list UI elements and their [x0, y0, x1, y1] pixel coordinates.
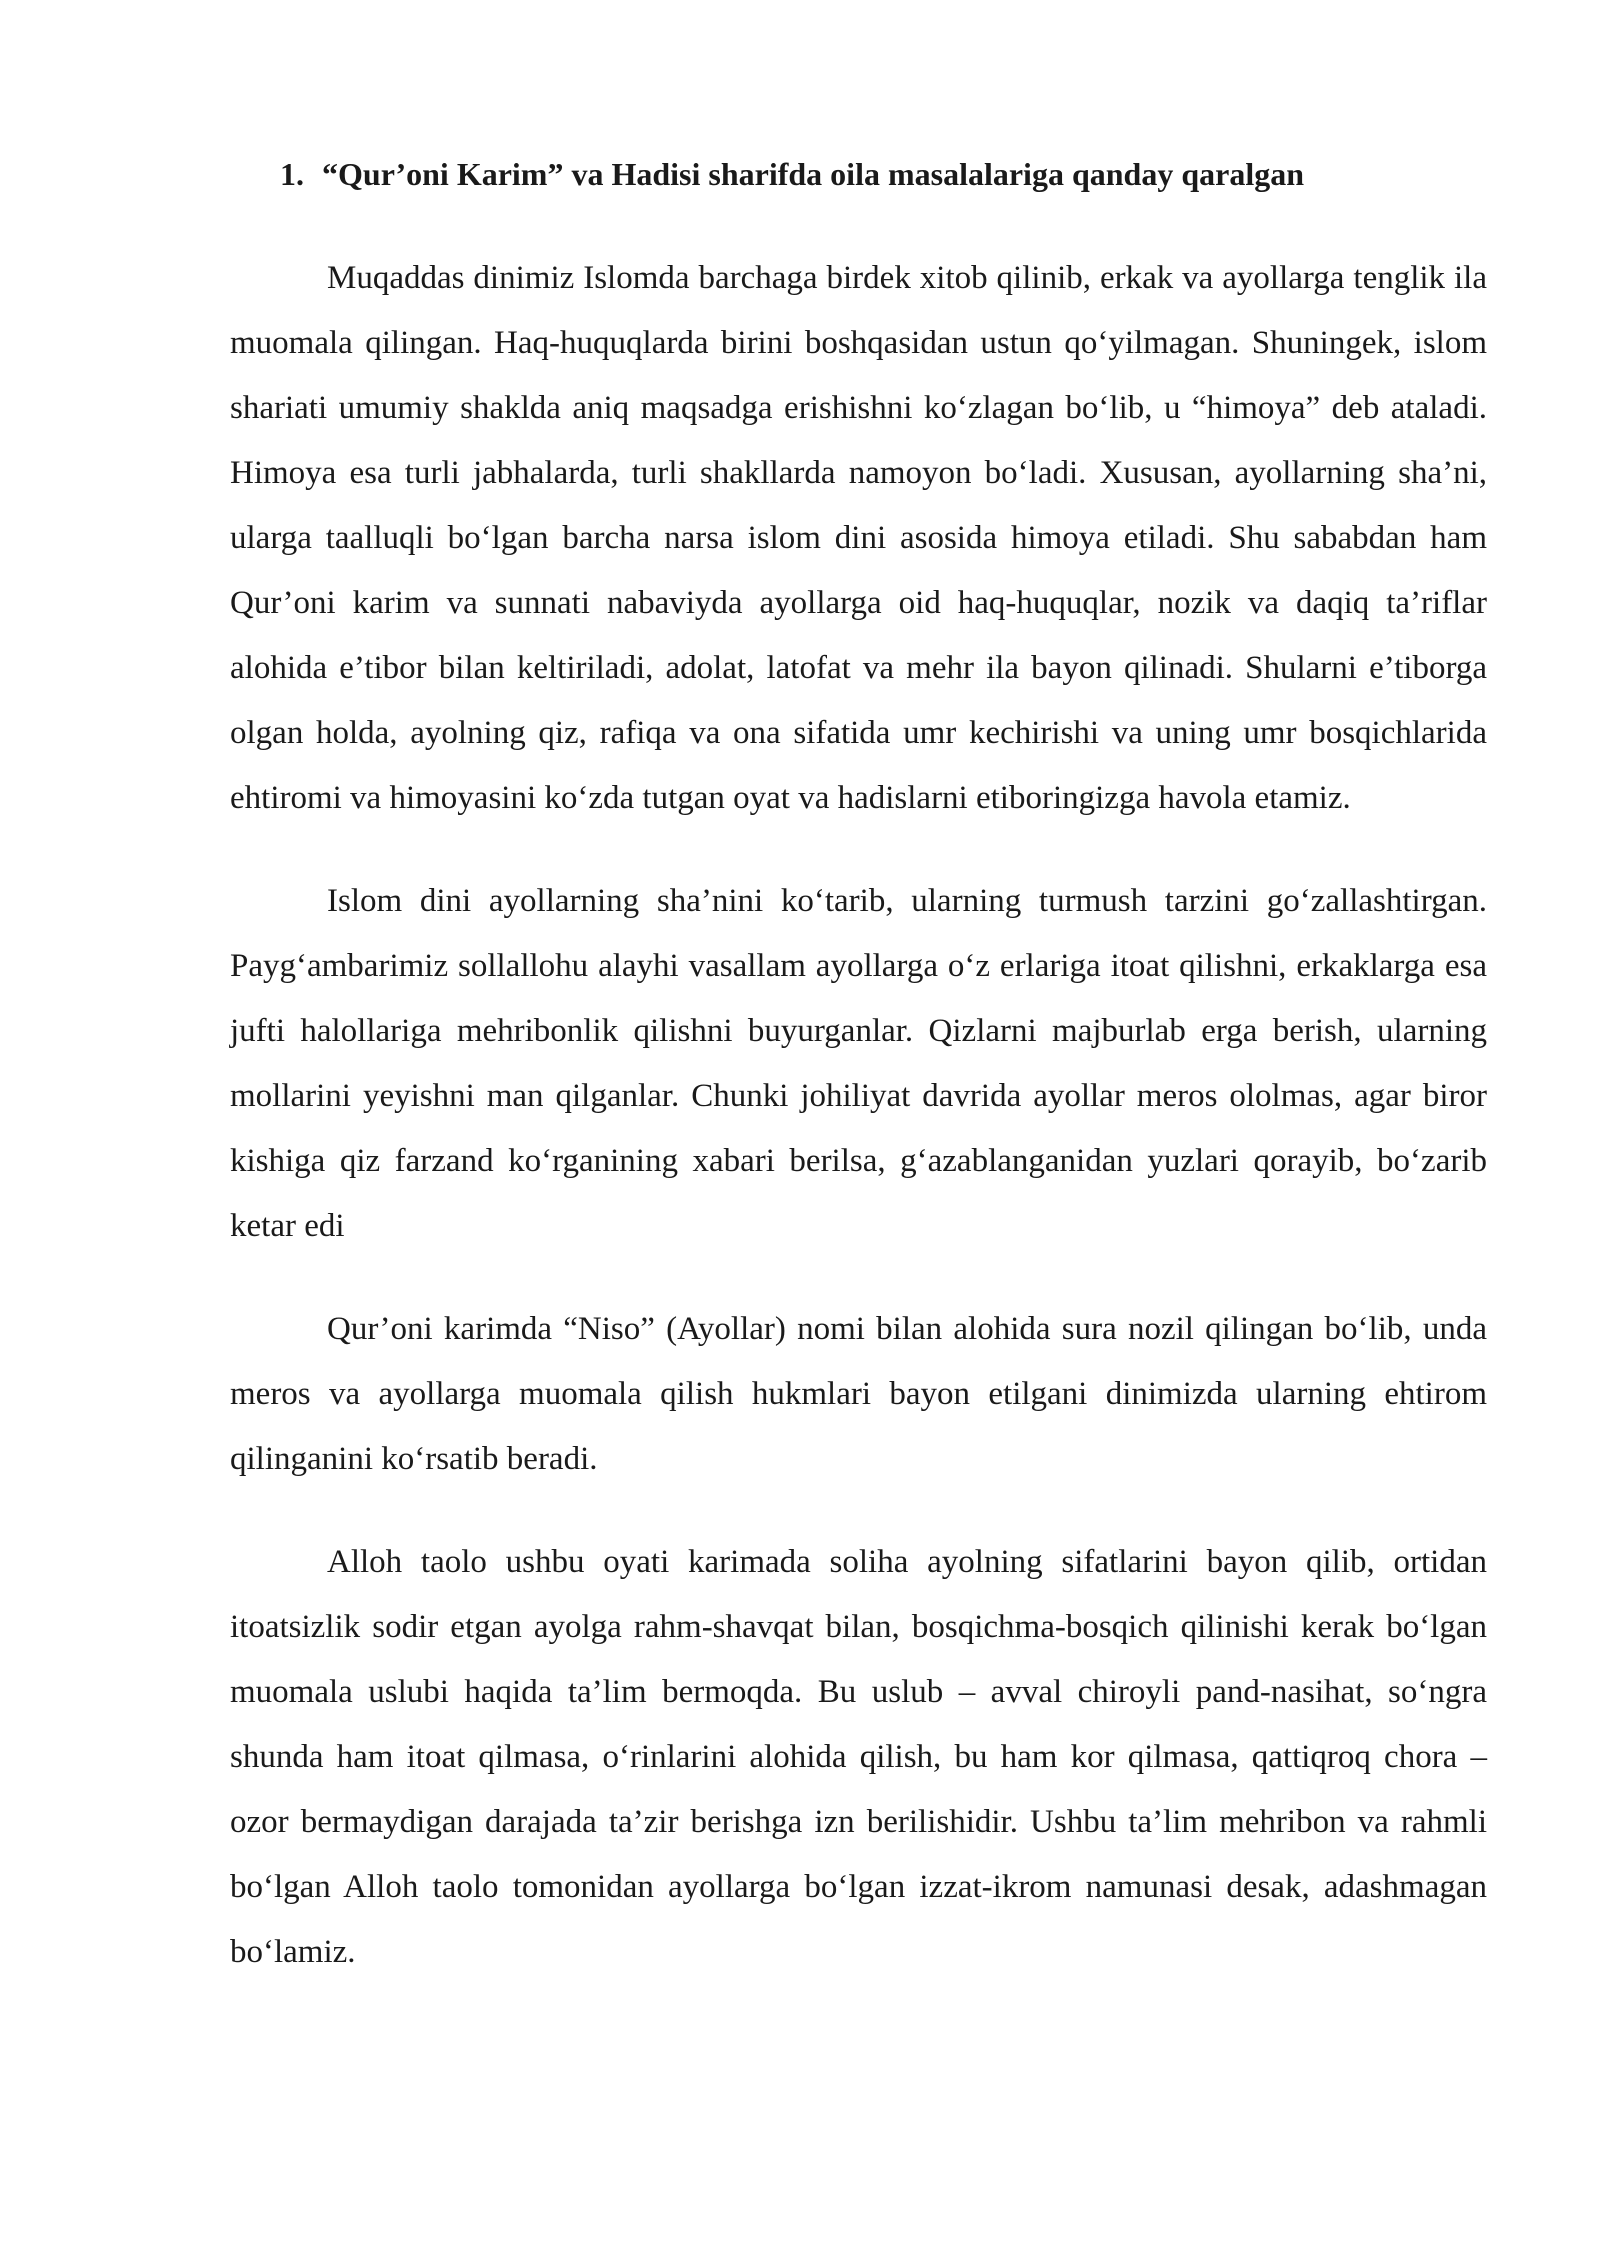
paragraph-4: Alloh taolo ushbu oyati karimada soliha ayolning sifatlarini bayon qilib, ortidan itoatsizlik sodir etgan ayolga rahm-shavqat bilan, bosqichma-bosqich qilinishi kerak bo‘lgan muomala uslubi haqida ta’lim bermoqda. Bu uslub – avval chiroyli pand-nasihat, so‘ngra shunda ham itoat qilmasa, o‘rinlarini alohida qilish, bu ham kor qilmasa, qattiqroq chora – ozor bermaydigan darajada ta’zir berishga izn berilishidir. Ushbu ta’lim mehribon va rahmli bo‘lgan Alloh taolo tomonidan ayollarga bo‘lgan izzat-ikrom namunasi desak, adashmagan bo‘lamiz.	[230, 1544, 1487, 1970]
paragraph-1: Muqaddas dinimiz Islomda barchaga birdek xitob qilinib, erkak va ayollarga tenglik ila muomala qilingan. Haq-huquqlarda birini boshqasidan ustun qo‘yilmagan. Shuningek, islom shariati umumiy shaklda aniq maqsadga erishishni ko‘zlagan bo‘lib, u “himoya” deb ataladi. Himoya esa turli jabhalarda, turli shakllarda namoyon bo‘ladi. Xususan, ayollarning sha’ni, ularga taalluqli bo‘lgan barcha narsa islom dini asosida himoya etiladi. Shu sababdan ham Qur’oni karim va sunnati nabaviyda ayollarga oid haq-huquqlar, nozik va daqiq ta’riflar alohida e’tibor bilan keltiriladi, adolat, latofat va mehr ila bayon qilinadi. Shularni e’tiborga olgan holda, ayolning qiz, rafiqa va ona sifatida umr kechirishi va uning umr bosqichlarida ehtiromi va himoyasini ko‘zda tutgan oyat va hadislarni etiboringizga havola etamiz.	[230, 260, 1487, 816]
section-heading	[230, 150, 1487, 198]
document-page	[230, 150, 1487, 1985]
section-number: 1.	[280, 156, 304, 192]
section-title: “Qur’oni Karim” va Hadisi sharifda oila masalalariga qanday qaralgan	[322, 156, 1305, 192]
paragraph-2: Islom dini ayollarning sha’nini ko‘tarib, ularning turmush tarzini go‘zallashtirgan. Payg‘ambarimiz sollallohu alayhi vasallam ayollarga o‘z erlariga itoat qilishni, erkaklarga esa jufti halollariga mehribonlik qilishni buyurganlar. Qizlarni majburlab erga berish, ularning mollarini yeyishni man qilganlar. Chunki johiliyat davrida ayollar meros ololmas, agar biror kishiga qiz farzand ko‘rganining xabari berilsa, g‘azablanganidan yuzlari qorayib, bo‘zarib ketar edi	[230, 883, 1487, 1244]
paragraph-3: Qur’oni karimda “Niso” (Ayollar) nomi bilan alohida sura nozil qilingan bo‘lib, unda meros va ayollarga muomala qilish hukmlari bayon etilgani dinimizda ularning ehtirom qilinganini ko‘rsatib beradi.	[230, 1311, 1487, 1477]
